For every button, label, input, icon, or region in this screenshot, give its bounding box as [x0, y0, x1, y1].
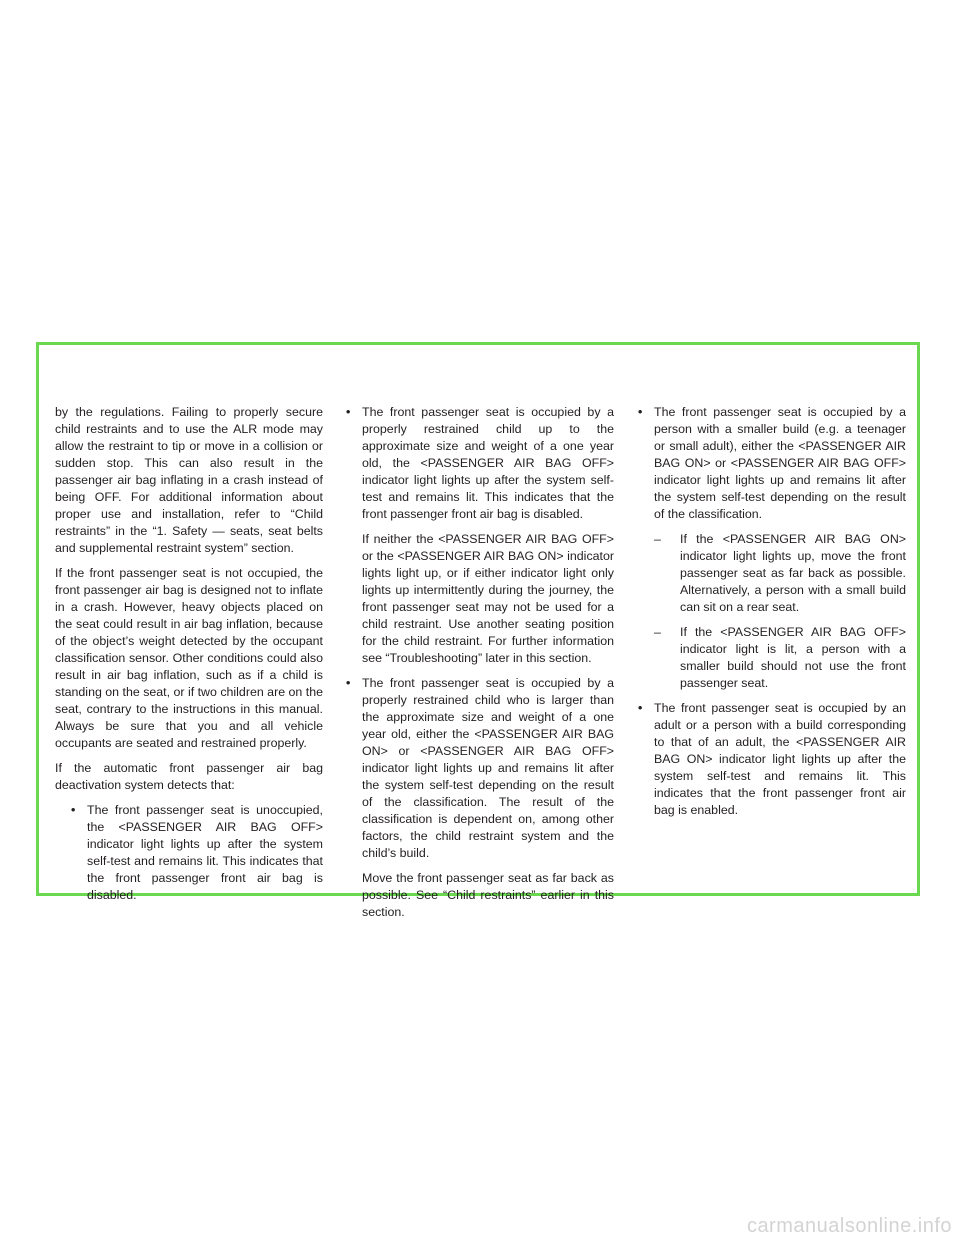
dash-text: If the <PASSENGER AIR BAG OFF> indicator light is lit, a person with a smaller build should not use the front passenger seat.: [680, 625, 906, 690]
dash-item: [654, 624, 906, 692]
bullet-icon: •: [71, 803, 76, 817]
dash-icon: –: [654, 625, 661, 639]
watermark: carmanualsonline.info: [746, 1215, 952, 1237]
bullet-item: [71, 802, 323, 904]
bullet-icon: •: [638, 701, 643, 715]
bullet-icon: •: [346, 676, 351, 690]
bullet-subparagraph: Move the front passenger seat as far back as possible. See “Child restraints” earlier in this section.: [362, 871, 614, 919]
paragraph: by the regulations. Failing to properly secure child restraints and to use the ALR mode may allow the restraint to tip or move in a collision or sudden stop. This can also result in the passenger air bag inflating in a crash instead of being OFF. For additional information about proper use and installation, refer to “Child restraints” in the “1. Safety — seats, seat belts and supplemental restraint system” section.: [55, 405, 323, 555]
bullet-item: [638, 404, 906, 523]
bullet-text: The front passenger seat is occupied by an adult or a person with a build corresponding to that of an adult, the <PASSENGER AIR BAG ON> indicator light lights up after the system self-test and remains lit. This indicates that the front passenger front air bag is enabled.: [654, 701, 906, 817]
dash-icon: –: [654, 532, 661, 546]
paragraph: If the automatic front passenger air bag deactivation system detects that:: [55, 761, 323, 792]
bullet-text: The front passenger seat is occupied by a person with a smaller build (e.g. a teenager or small adult), either the <PASSENGER AIR BAG ON> or <PASSENGER AIR BAG OFF> indicator light lights up and remains lit after the system self-test depending on the result of the classification.: [654, 405, 906, 521]
bullet-item: [638, 700, 906, 819]
text-column-1: [55, 404, 323, 912]
bullet-icon: •: [346, 405, 351, 419]
bullet-item: [346, 675, 614, 862]
dash-item: [654, 531, 906, 616]
bullet-icon: •: [638, 405, 643, 419]
bullet-text: The front passenger seat is occupied by a properly restrained child who is larger than the approximate size and weight of a one year old, either the <PASSENGER AIR BAG ON> or <PASSENGER AIR BAG OFF> indicator light lights up and remains lit after the system self-test depending on the result of the classification. The result of the classification is dependent on, among other factors, the child restraint system and the child’s build.: [362, 676, 614, 860]
text-column-3: [638, 404, 906, 827]
bullet-subparagraph: If neither the <PASSENGER AIR BAG OFF> or the <PASSENGER AIR BAG ON> indicator lights light up, or if either indicator light only lights up intermittently during the journey, the front passenger seat may not be used for a child restraint. Use another seating position for the child restraint. For further information see “Troubleshooting” later in this section.: [362, 532, 614, 665]
dash-text: If the <PASSENGER AIR BAG ON> indicator light lights up, move the front passenger seat as far back as possible. Alternatively, a person with a small build can sit on a rear seat.: [680, 532, 906, 614]
bullet-item: [346, 404, 614, 523]
paragraph: If the front passenger seat is not occupied, the front passenger air bag is designed not to inflate in a crash. However, heavy objects placed on the seat could result in air bag inflation, because of the object’s weight detected by the occupant classification sensor. Other conditions could also result in air bag inflation, such as if a child is standing on the seat, or if two children are on the seat, contrary to the instructions in this manual. Always be sure that you and all vehicle occupants are seated and restrained properly.: [55, 566, 323, 750]
bullet-text: The front passenger seat is occupied by a properly restrained child up to the approximate size and weight of a one year old, the <PASSENGER AIR BAG OFF> indicator light lights up after the system self-test and remains lit. This indicates that the front passenger front air bag is disabled.: [362, 405, 614, 521]
bullet-text: The front passenger seat is unoccupied, the <PASSENGER AIR BAG OFF> indicator light lights up after the system self-test and remains lit. This indicates that the front passenger front air bag is disabled.: [87, 803, 323, 902]
text-column-2: [346, 404, 614, 929]
